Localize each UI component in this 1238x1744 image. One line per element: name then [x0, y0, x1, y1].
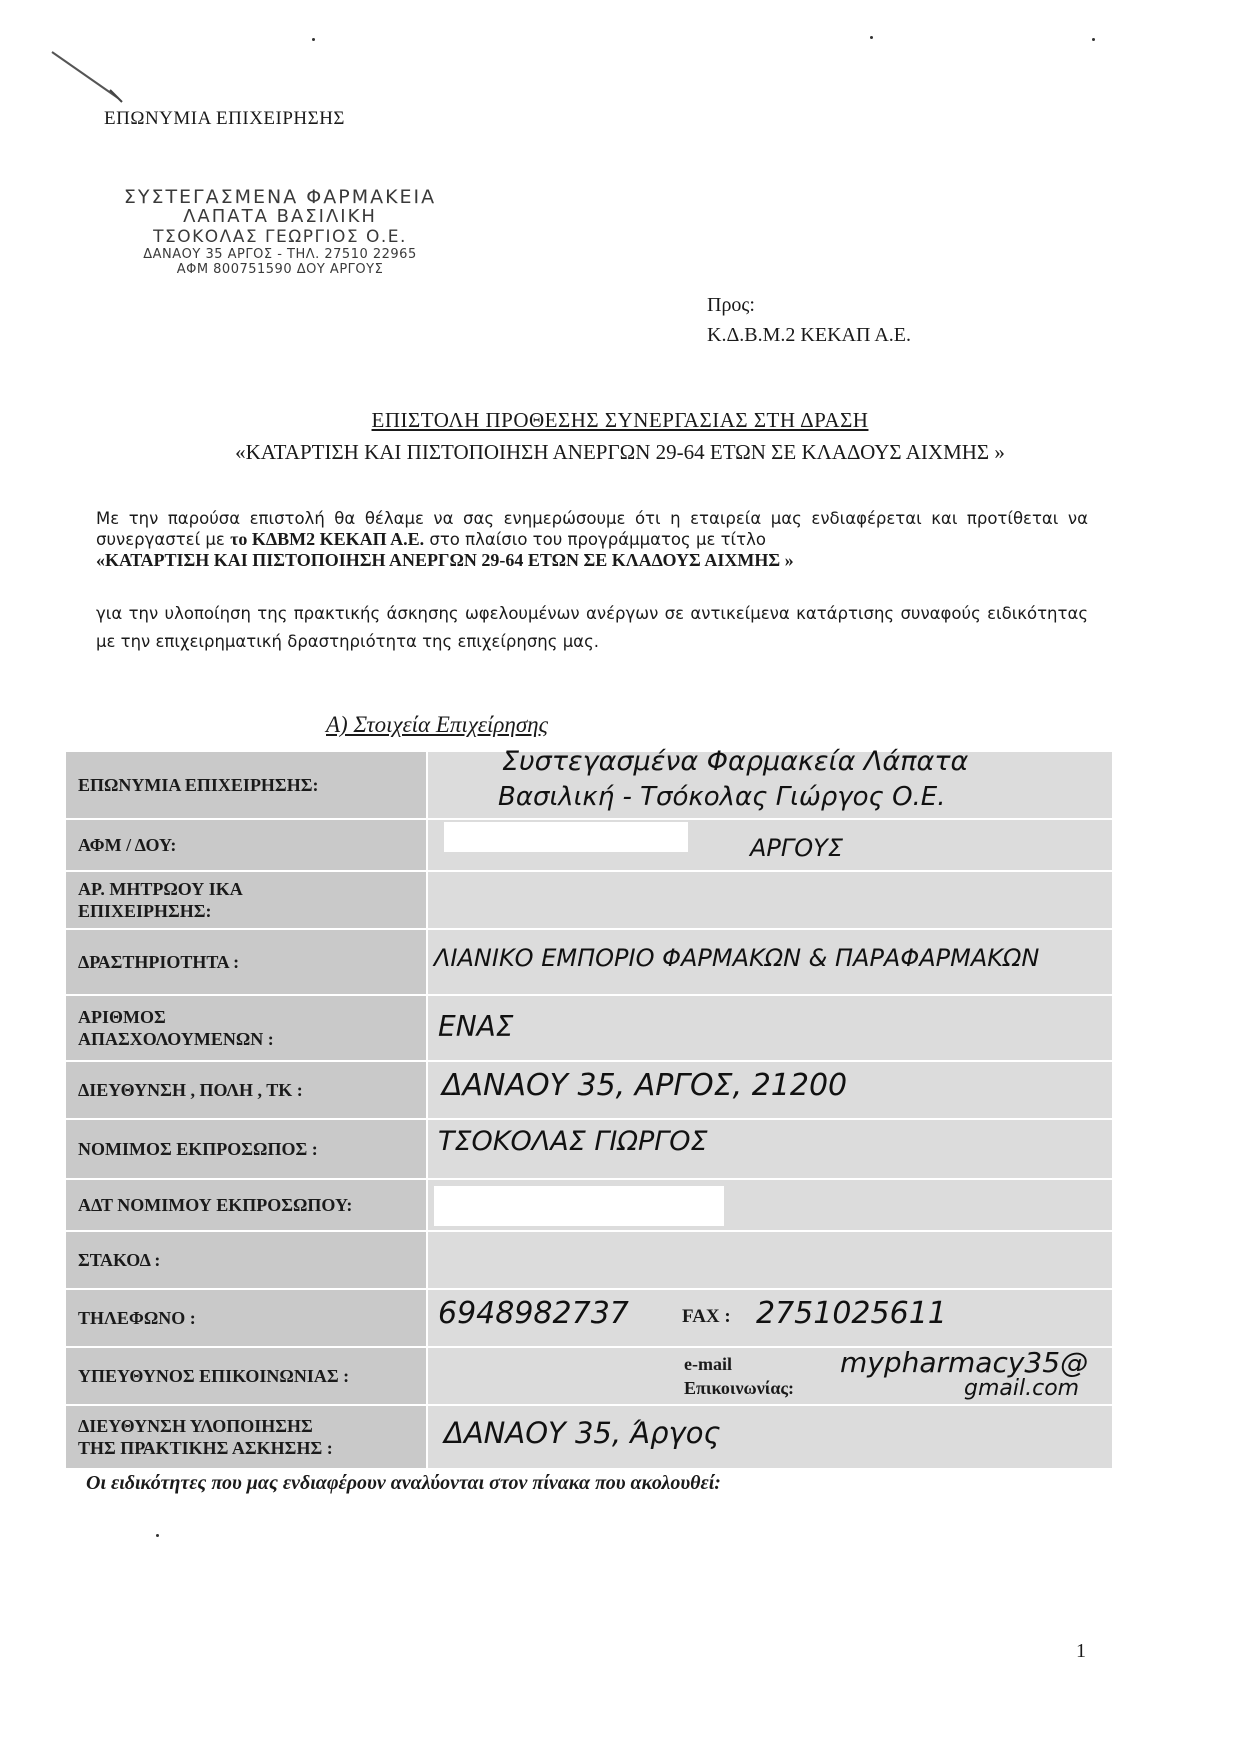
stakod-label: ΣΤΑΚΟΔ : [66, 1232, 426, 1288]
legal-rep-field[interactable] [428, 1120, 1112, 1178]
row-employees [66, 996, 1112, 1060]
stamp-line-5: ΑΦΜ 800751590 ΔΟΥ ΑΡΓΟΥΣ [176, 262, 384, 277]
internship-address-label [66, 1406, 426, 1468]
company-name-value-line2: Βασιλική - Τσόκολας Γιώργος Ο.Ε. [498, 782, 946, 812]
row-company-name [66, 746, 1112, 818]
row-stakod [66, 1232, 1112, 1288]
employees-value: ΕΝΑΣ [438, 1010, 514, 1043]
address-field[interactable] [428, 1062, 1112, 1118]
company-stamp [100, 186, 460, 277]
row-internship-address [66, 1406, 1112, 1468]
scan-speck [312, 38, 315, 41]
stakod-field[interactable] [428, 1232, 1112, 1288]
recipient-name: Κ.Δ.Β.Μ.2 ΚΕΚΑΠ Α.Ε. [707, 324, 911, 346]
contact-field[interactable] [428, 1348, 1112, 1404]
activity-value: ΛΙΑΝΙΚΟ ΕΜΠΟΡΙΟ ΦΑΡΜΑΚΩΝ & ΠΑΡΑΦΑΡΜΑΚΩΝ [434, 944, 1040, 972]
page-number: 1 [1076, 1640, 1086, 1662]
phone-value: 6948982737 [438, 1296, 629, 1331]
row-activity [66, 930, 1112, 994]
intro-program: «ΚΑΤΑΡΤΙΣΗ ΚΑΙ ΠΙΣΤΟΠΟΙΗΣΗ ΑΝΕΡΓΩΝ 29-64 ΕΤΩΝ ΣΕ ΚΛΑΔΟΥΣ ΑΙΧΜΗΣ » [96, 550, 794, 570]
ika-field[interactable] [428, 872, 1112, 928]
phone-label: ΤΗΛΕΦΩΝΟ : [66, 1290, 426, 1346]
employees-label [66, 996, 426, 1060]
scan-speck [1092, 38, 1095, 41]
row-address [66, 1062, 1112, 1118]
afm-doy-field[interactable] [428, 820, 1112, 870]
row-contact [66, 1348, 1112, 1404]
legal-rep-value: ΤΣΟΚΟΛΑΣ ΓΙΩΡΓΟΣ [438, 1126, 708, 1157]
email-label-line2: Επικοινωνίας: [684, 1378, 794, 1398]
afm-doy-label: ΑΦΜ / ΔΟΥ: [66, 820, 426, 870]
contact-label: ΥΠΕΥΘΥΝΟΣ ΕΠΙΚΟΙΝΩΝΙΑΣ : [66, 1348, 426, 1404]
section-title: Α) Στοιχεία Επιχείρησης [326, 712, 548, 737]
email-value-line1: mypharmacy35@ [840, 1346, 1089, 1379]
stamp-line-4: ΔΑΝΑΟΥ 35 ΑΡΓΟΣ - ΤΗΛ. 27510 22965 [143, 247, 417, 262]
address-label: ΔΙΕΥΘΥΝΣΗ , ΠΟΛΗ , ΤΚ : [66, 1062, 426, 1118]
redacted-area [434, 1186, 724, 1226]
employees-field[interactable] [428, 996, 1112, 1060]
stamp-line-1: ΣΥΣΤΕΓΑΣΜΕΝΑ ΦΑΡΜΑΚΕΙΑ [123, 186, 437, 208]
purpose-paragraph: για την υλοποίηση της πρακτικής άσκησης ωφελουμένων ανέργων σε αντικείμενα κατάρτισης συναφούς ειδικότητας με την επιχειρηματική δραστηριότητα της επιχείρησης μας. [96, 604, 1088, 651]
fax-label: FAX : [682, 1306, 731, 1327]
internship-address-label-line1: ΔΙΕΥΘΥΝΣΗ ΥΛΟΠΟΙΗΣΗΣ [78, 1416, 313, 1436]
intro-text-a: Με την παρούσα επιστολή θα θέλαμε να σας ενημερώσουμε ότι η εταιρεία μας ενδιαφέρεται και προτίθεται να συνεργαστεί με [96, 509, 1088, 549]
scan-speck [870, 36, 873, 39]
intro-text-b: στο πλαίσιο του προγράμματος με τίτλο [424, 530, 766, 549]
row-legal-rep [66, 1120, 1112, 1178]
email-label-line1: e-mail [684, 1354, 732, 1374]
stamp-line-3: ΤΣΟΚΟΛΑΣ ΓΕΩΡΓΙΟΣ Ο.Ε. [153, 227, 407, 247]
email-label [684, 1352, 794, 1400]
intro-paragraph [96, 508, 1088, 571]
redacted-area [444, 822, 688, 852]
legal-rep-label: ΝΟΜΙΜΟΣ ΕΚΠΡΟΣΩΠΟΣ : [66, 1120, 426, 1178]
address-value: ΔΑΝΑΟΥ 35, ΑΡΓΟΣ, 21200 [442, 1068, 848, 1103]
email-value-line2: gmail.com [964, 1376, 1080, 1401]
activity-field[interactable] [428, 930, 1112, 994]
intro-org: το ΚΔΒΜ2 ΚΕΚΑΠ Α.Ε. [230, 529, 425, 549]
internship-address-label-line2: ΤΗΣ ΠΡΑΚΤΙΚΗΣ ΑΣΚΗΣΗΣ : [78, 1438, 333, 1458]
employees-label-line1: ΑΡΙΘΜΟΣ [78, 1007, 166, 1027]
row-phone [66, 1290, 1112, 1346]
row-ika [66, 872, 1112, 928]
ika-label-line2: ΕΠΙΧΕΙΡΗΣΗΣ: [78, 901, 212, 921]
recipient-block [707, 290, 911, 350]
afm-doy-value: ΑΡΓΟΥΣ [750, 834, 843, 862]
scan-speck [156, 1534, 159, 1537]
phone-field[interactable] [428, 1290, 1112, 1346]
program-title: «ΚΑΤΑΡΤΙΣΗ ΚΑΙ ΠΙΣΤΟΠΟΙΗΣΗ ΑΝΕΡΓΩΝ 29-64 ΕΤΩΝ ΣΕ ΚΛΑΔΟΥΣ ΑΙΧΜΗΣ » [235, 440, 1005, 464]
header-label: ΕΠΩΝΥΜΙΑ ΕΠΙΧΕΙΡΗΣΗΣ [104, 108, 345, 129]
footer-note: Οι ειδικότητες που μας ενδιαφέρουν αναλύονται στον πίνακα που ακολουθεί: [86, 1472, 721, 1494]
rep-id-field[interactable] [428, 1180, 1112, 1230]
corner-mark [48, 46, 128, 106]
employees-label-line2: ΑΠΑΣΧΟΛΟΥΜΕΝΩΝ : [78, 1029, 274, 1049]
row-rep-id [66, 1180, 1112, 1230]
company-name-label: ΕΠΩΝΥΜΙΑ ΕΠΙΧΕΙΡΗΣΗΣ: [66, 752, 426, 818]
row-afm-doy [66, 820, 1112, 870]
ika-label [66, 872, 426, 928]
letter-title: ΕΠΙΣΤΟΛΗ ΠΡΟΘΕΣΗΣ ΣΥΝΕΡΓΑΣΙΑΣ ΣΤΗ ΔΡΑΣΗ [371, 408, 869, 432]
stamp-line-2: ΛΑΠΑΤΑ ΒΑΣΙΛΙΚΗ [183, 206, 377, 227]
rep-id-label: ΑΔΤ ΝΟΜΙΜΟΥ ΕΚΠΡΟΣΩΠΟΥ: [66, 1180, 426, 1230]
activity-label: ΔΡΑΣΤΗΡΙΟΤΗΤΑ : [66, 930, 426, 994]
recipient-to-label: Προς: [707, 294, 755, 316]
company-name-value-line1: Συστεγασμένα Φαρμακεία Λάπατα [502, 746, 969, 777]
internship-address-value: ΔΑΝΑΟΥ 35, Άργος [444, 1416, 721, 1450]
internship-address-field[interactable] [428, 1406, 1112, 1468]
ika-label-line1: ΑΡ. ΜΗΤΡΩΟΥ ΙΚΑ [78, 879, 243, 899]
fax-value: 2751025611 [756, 1296, 947, 1331]
company-name-field[interactable] [428, 746, 1112, 818]
